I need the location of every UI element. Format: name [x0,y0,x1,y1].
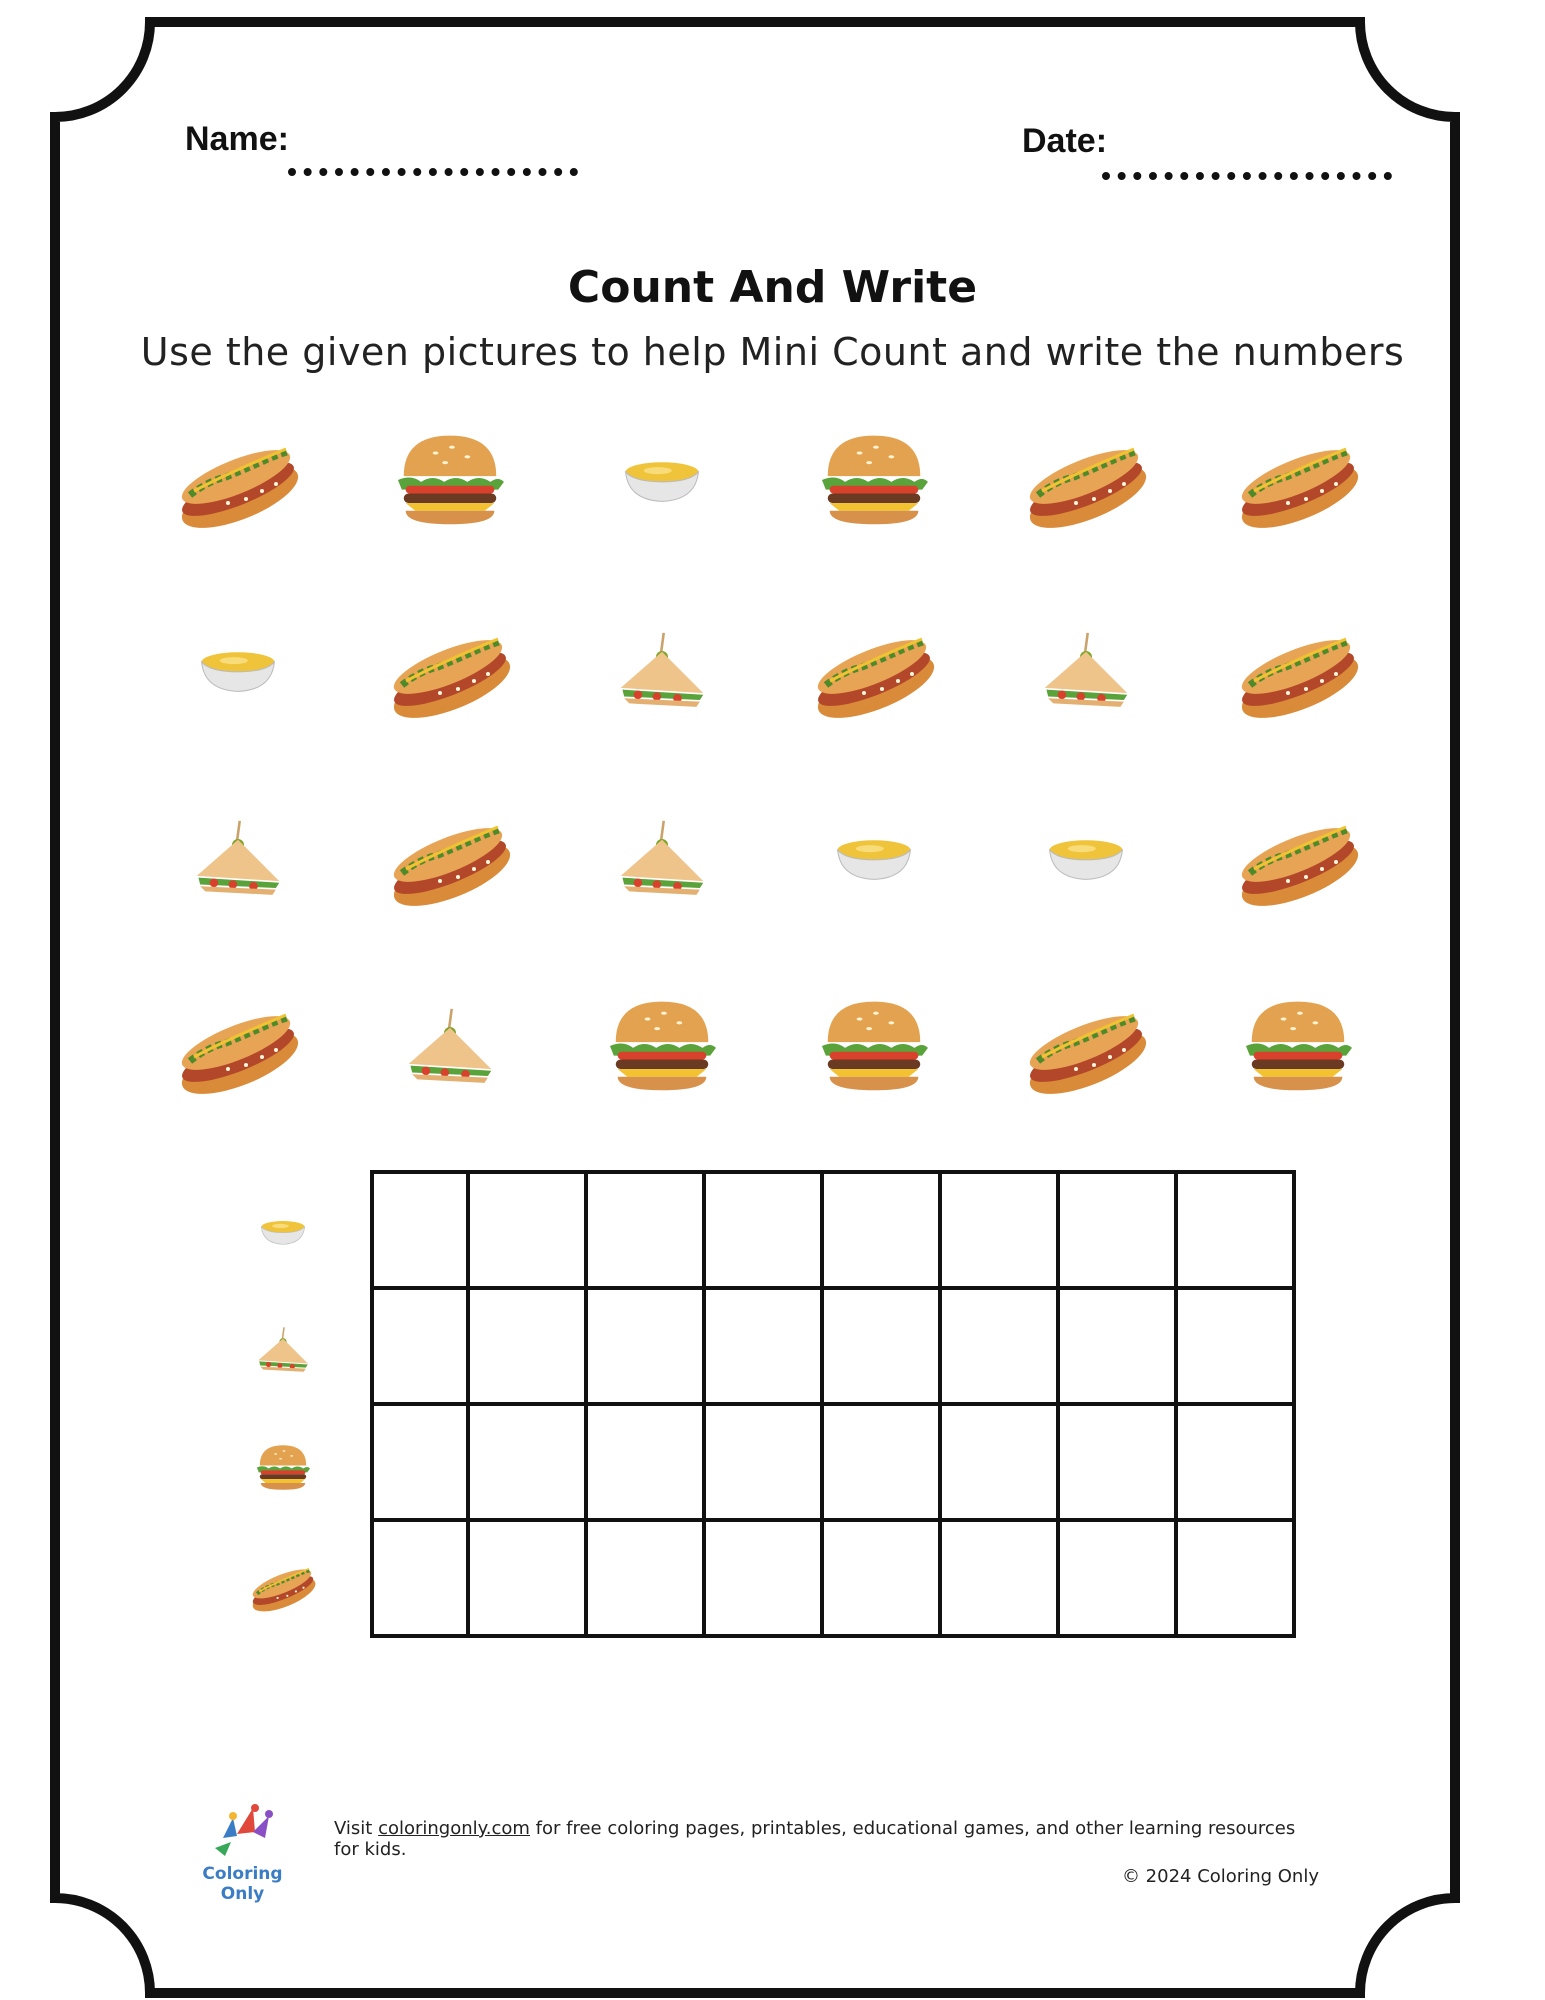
picture-cell [133,385,343,573]
picture-cell [345,385,555,573]
burger-icon [392,426,508,532]
picture-cell [981,951,1191,1139]
picture-cell [345,951,555,1139]
sandwich-icon [610,626,714,712]
hotdog-icon [1228,619,1368,719]
answer-box[interactable] [940,1404,1058,1520]
footer-visit-prefix: Visit [334,1818,379,1839]
answer-box[interactable] [822,1288,940,1404]
picture-cell [557,575,767,763]
answer-box[interactable] [372,1172,468,1288]
logo-text: Coloring Only [202,1864,283,1904]
hotdog-icon [168,995,308,1095]
logo-stars-icon [203,1798,283,1858]
picture-cell [1193,385,1403,573]
answer-box[interactable] [1058,1172,1176,1288]
coloringonly-link[interactable]: coloringonly.com [378,1818,530,1839]
picture-cell [981,385,1191,573]
answer-box[interactable] [468,1288,586,1404]
answer-row [372,1520,1294,1636]
picture-cell [1193,763,1403,951]
picture-cell [557,763,767,951]
answer-box[interactable] [822,1172,940,1288]
answer-box[interactable] [372,1520,468,1636]
answer-box[interactable] [586,1404,704,1520]
picture-cell [133,575,343,763]
picture-cell [345,575,555,763]
answer-box[interactable] [1058,1520,1176,1636]
answer-box[interactable] [586,1520,704,1636]
picture-grid [133,385,1393,1140]
burger-icon [1240,992,1356,1098]
answer-row [372,1288,1294,1404]
burger-icon [604,992,720,1098]
picture-cell [769,951,979,1139]
hotdog-icon [1228,807,1368,907]
answer-row [372,1172,1294,1288]
worksheet-title: Count And Write [567,262,978,313]
legend-cell [228,1408,338,1526]
answer-box[interactable] [704,1520,822,1636]
picture-cell [557,385,767,573]
burger-icon [816,992,932,1098]
sandwich-icon [610,814,714,900]
answer-box[interactable] [704,1404,822,1520]
burger-icon [816,426,932,532]
hotdog-icon [245,1558,321,1612]
picture-cell [345,763,555,951]
hotdog-icon [804,619,944,719]
hotdog-icon [1016,429,1156,529]
soup-bowl-icon [258,1214,308,1248]
date-label: Date: [1022,122,1108,160]
name-label: Name: [185,120,289,158]
worksheet-instruction: Use the given pictures to help Mini Count and write the numbers [140,330,1405,374]
picture-cell [133,951,343,1139]
answer-box[interactable] [704,1288,822,1404]
name-line[interactable] [288,168,578,176]
sandwich-icon [186,814,290,900]
answer-box[interactable] [1176,1520,1294,1636]
answer-box[interactable] [940,1172,1058,1288]
picture-cell [769,385,979,573]
picture-cell [133,763,343,951]
answer-grid-legend [228,1172,338,1642]
legend-cell [228,1290,338,1408]
answer-box[interactable] [1176,1288,1294,1404]
answer-box[interactable] [468,1404,586,1520]
answer-box[interactable] [372,1404,468,1520]
sandwich-icon [252,1323,314,1375]
answer-box[interactable] [1058,1288,1176,1404]
hotdog-icon [1228,429,1368,529]
answer-grid [370,1170,1296,1638]
burger-icon [254,1440,312,1494]
footer-text [334,1818,1319,1887]
soup-bowl-icon [620,451,704,507]
answer-box[interactable] [1176,1404,1294,1520]
picture-cell [981,575,1191,763]
answer-box[interactable] [940,1520,1058,1636]
legend-cell [228,1172,338,1290]
footer-visit-suffix: for free coloring pages, printables, educational games, and other learning resources for kids. [334,1818,1296,1860]
picture-cell [981,763,1191,951]
sandwich-icon [1034,626,1138,712]
picture-cell [557,951,767,1139]
answer-box[interactable] [940,1288,1058,1404]
picture-cell [1193,951,1403,1139]
answer-box[interactable] [1176,1172,1294,1288]
sandwich-icon [398,1002,502,1088]
answer-box[interactable] [372,1288,468,1404]
soup-bowl-icon [832,829,916,885]
answer-box[interactable] [822,1404,940,1520]
legend-cell [228,1526,338,1644]
picture-cell [1193,575,1403,763]
hotdog-icon [1016,995,1156,1095]
hotdog-icon [380,807,520,907]
answer-box[interactable] [468,1520,586,1636]
answer-box[interactable] [822,1520,940,1636]
answer-box[interactable] [468,1172,586,1288]
picture-cell [769,575,979,763]
hotdog-icon [380,619,520,719]
answer-box[interactable] [586,1172,704,1288]
picture-cell [769,763,979,951]
answer-box[interactable] [1058,1404,1176,1520]
date-line[interactable] [1102,172,1392,180]
soup-bowl-icon [196,641,280,697]
coloring-only-logo [180,1798,305,1904]
answer-row [372,1404,1294,1520]
answer-box[interactable] [586,1288,704,1404]
copyright-text: © 2024 Coloring Only [1121,1866,1319,1887]
hotdog-icon [168,429,308,529]
answer-box[interactable] [704,1172,822,1288]
soup-bowl-icon [1044,829,1128,885]
